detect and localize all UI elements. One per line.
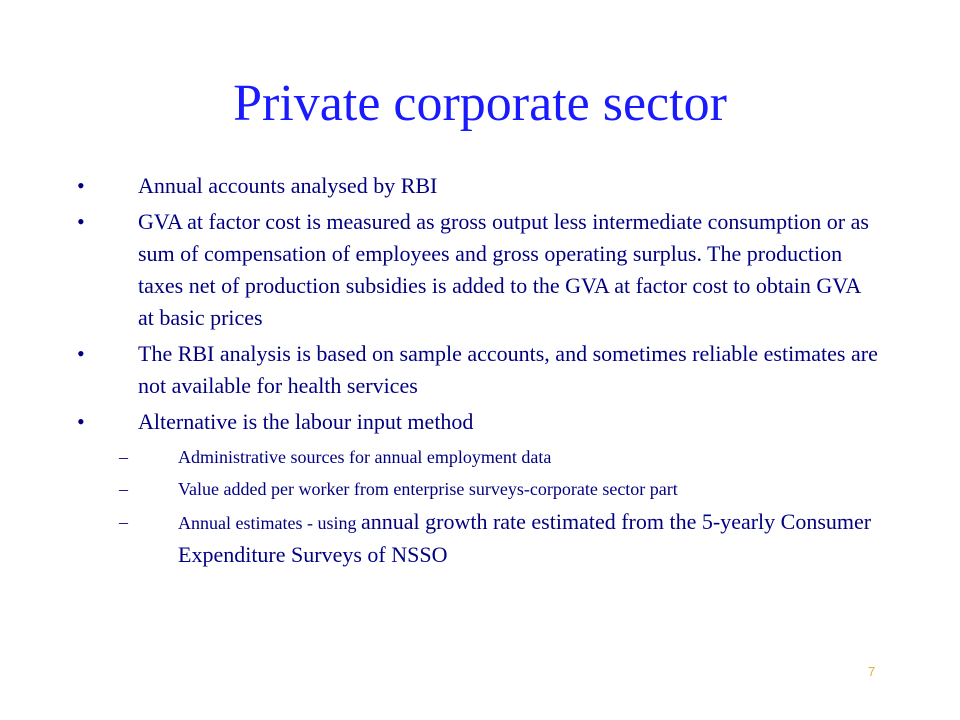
sub-bullet-text: Administrative sources for annual employment data (178, 447, 552, 467)
sub-bullet-marker: – (119, 447, 128, 467)
bullet-item (0, 170, 878, 202)
page-number: 7 (868, 664, 876, 679)
sub-bullet-marker: – (119, 479, 128, 499)
bullet-list (0, 170, 960, 574)
sub-bullet-text: Value added per worker from enterprise surveys-corporate sector part (178, 479, 678, 499)
bullet-marker: • (77, 341, 85, 366)
slide-title: Private corporate sector (233, 75, 727, 132)
sub-bullet-item (0, 506, 878, 572)
bullet-text: Alternative is the labour input method (138, 409, 474, 434)
sub-bullet-text-small: Annual estimates - using (178, 513, 361, 533)
bullet-text: Annual accounts analysed by RBI (138, 173, 438, 198)
bullet-marker: • (77, 209, 85, 234)
sub-bullet-item (0, 442, 878, 472)
sub-bullet-item (0, 474, 878, 504)
bullet-marker: • (77, 173, 85, 198)
bullet-text: GVA at factor cost is measured as gross output less intermediate consumption or as sum of compensation of employees and gross operating surplus. The production taxes net of production subsidies is added to the GVA at factor cost to obtain GVA at basic prices (138, 209, 869, 330)
bullet-item (0, 406, 878, 438)
bullet-item (0, 338, 878, 402)
bullet-marker: • (77, 409, 85, 434)
sub-bullet-text-large: annual growth rate estimated from the 5-yearly Consumer Expenditure Surveys of NSSO (178, 509, 872, 567)
bullet-item (0, 206, 878, 334)
bullet-text: The RBI analysis is based on sample accounts, and sometimes reliable estimates are not available for health services (138, 341, 878, 398)
sub-bullet-marker: – (119, 512, 128, 532)
